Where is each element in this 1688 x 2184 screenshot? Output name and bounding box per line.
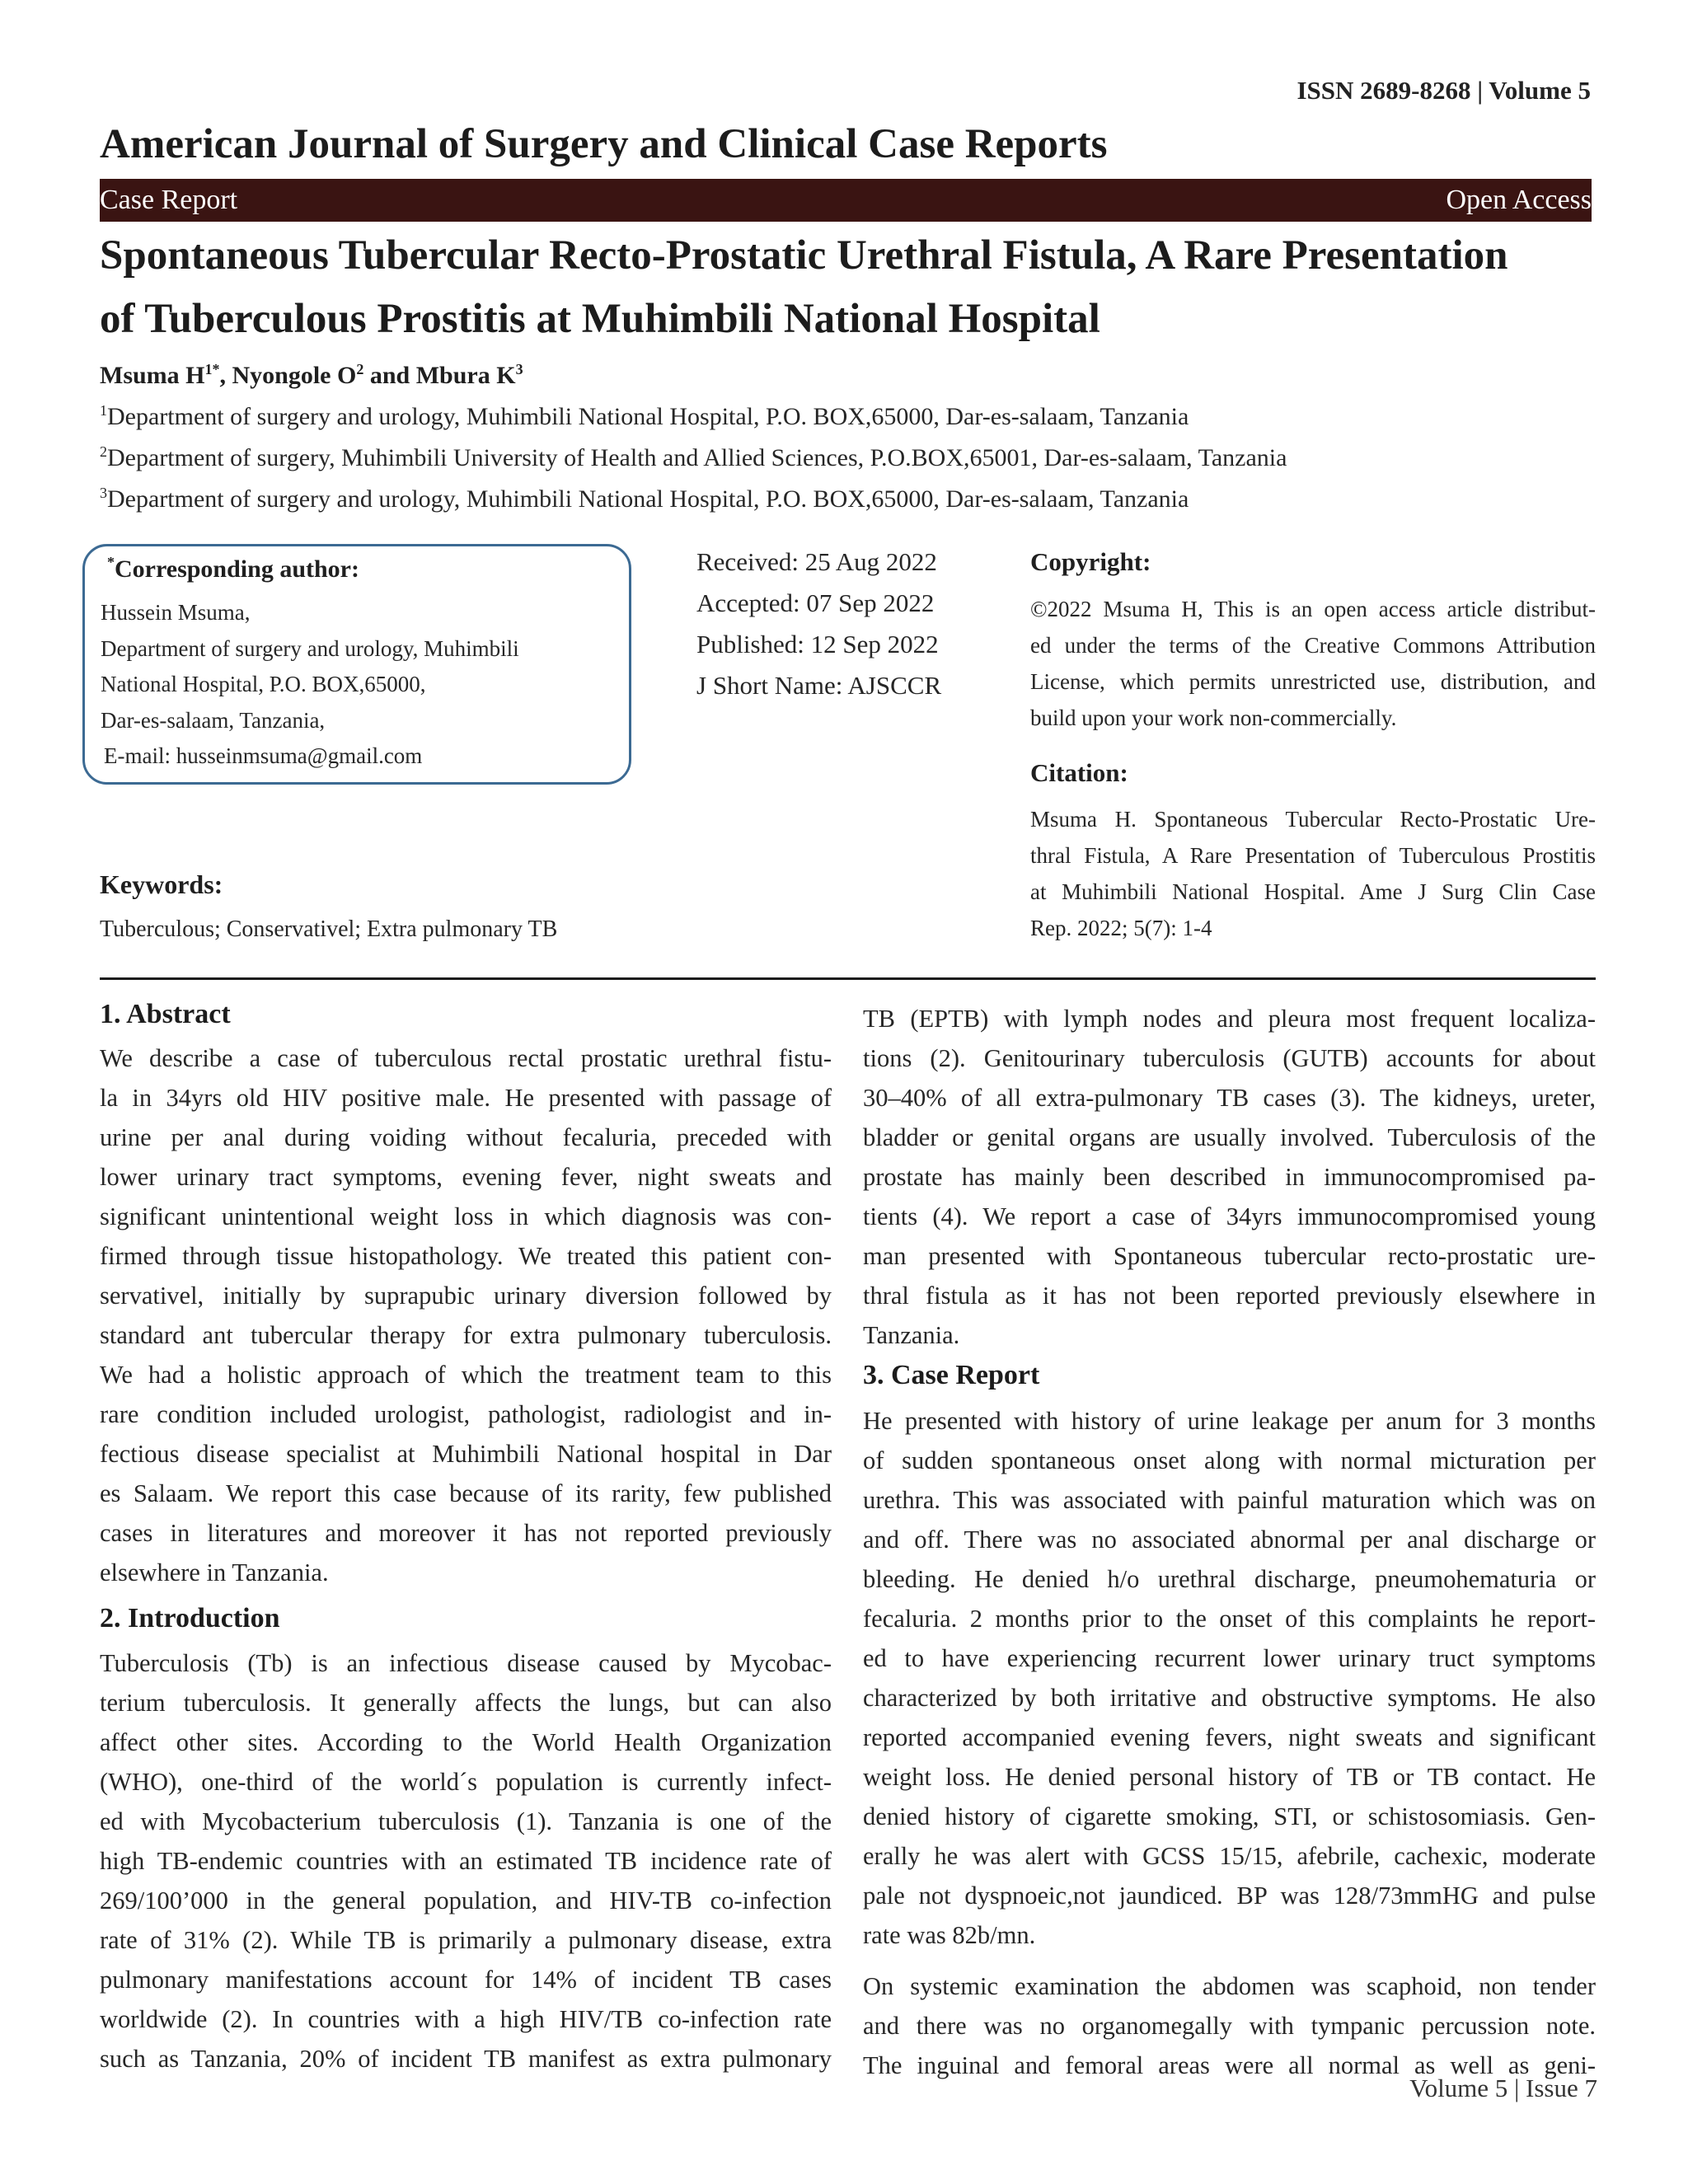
copyright-text: ©2022 Msuma H, This is an open access article distribut- ed under the terms of the Creative Commons Attribution License, which permits unrestricted use, distribution, and build upon your work non-commercially.: [1030, 597, 1596, 730]
keywords-text: Tuberculous; Conservativel; Extra pulmonary TB: [100, 916, 558, 942]
affiliation-3: $^3$Department of surgery and urology, Muhimbili National Hospital, P.O. BOX,65000, Dar-es-salaam, Tanzania: [100, 485, 1189, 513]
case-report-heading: 3. Case Report: [863, 1360, 1040, 1390]
abstract-heading: 1. Abstract: [100, 999, 231, 1029]
citation-text: Msuma H. Spontaneous Tubercular Recto-Prostatic Ure- thral Fistula, A Rare Presentation of Tuberculous Prostitis at Muhimbili National Hospital. Ame J Surg Clin Case Rep. 2022; 5(7): 1-4: [1030, 807, 1596, 940]
received-date: Received: 25 Aug 2022: [696, 547, 937, 576]
affiliation-1: $^1$Department of surgery and urology, Muhimbili National Hospital, P.O. BOX,65000, Dar-es-salaam, Tanzania: [100, 402, 1189, 430]
article-title: Spontaneous Tubercular Recto-Prostatic Urethral Fistula, A Rare Presentation of Tuberculous Prostitis at Muhimbili National Hospital: [100, 232, 1508, 342]
case-report-body: He presented with history of urine leakage per anum for 3 months of sudden spontaneous onset along with normal micturation per urethra. This was associated with painful maturation which was on and off. There was no associated abnormal per anal discharge or bleeding. He denied h/o urethral discharge, pneumohematuria or fecaluria. 2 months prior to the onset of this complaints he report- ed to have experiencing recurrent lower urinary truct symptoms characterized by both irritative and obstructive symptoms. He also reported accompanied evening fevers, night sweats and significant weight loss. He denied personal history of TB or TB contact. He denied history of cigarette smoking, STI, or schistosomiasis. Gen- erally he was alert with GCSS 15/15, afebrile, cachexic, moderate pale not dyspnoeic,not jaundiced. BP was 128/73mmHG and pulse rate was 82b/mn.: [863, 1407, 1596, 1949]
corresponding-city: Dar-es-salaam, Tanzania,: [101, 708, 326, 733]
issn-volume: ISSN 2689-8268 | Volume 5: [1296, 76, 1591, 105]
corresponding-dept: Department of surgery and urology, Muhimbili: [101, 636, 519, 661]
examination-body: On systemic examination the abdomen was scaphoid, non tender and there was no organomegally with tympanic percussion note. The inguinal and femoral areas were all normal as well as geni-: [863, 1972, 1596, 2079]
copyright-heading: Copyright:: [1030, 547, 1151, 576]
author-list: Msuma $H^{1*}$, Nyongole $O^2$ and Mbura $K^3$: [100, 361, 523, 389]
introduction-heading: 2. Introduction: [100, 1603, 280, 1633]
article-type-banner: [100, 179, 1592, 222]
journal-short-name: J Short Name: AJSCCR: [696, 671, 942, 700]
corresponding-author-heading: *Corresponding author:: [107, 554, 359, 583]
accepted-date: Accepted: 07 Sep 2022: [696, 588, 935, 617]
section-divider: [100, 977, 1596, 980]
page-footer: Volume 5 | Issue 7: [1409, 2074, 1597, 2102]
corresponding-email: E-mail: husseinmsuma@gmail.com: [104, 743, 423, 768]
corresponding-name: Hussein Msuma,: [101, 600, 251, 625]
introduction-continued: TB (EPTB) with lymph nodes and pleura most frequent localiza- tions (2). Genitourinary tuberculosis (GUTB) accounts for about 30–40% of all extra-pulmonary TB cases (3). The kidneys, ureter, bladder or genital organs are usually involved. Tuberculosis of the prostate has mainly been described in immunocompromised pa- tients (4). We report a case of 34yrs immunocompromised young man presented with Spontaneous tubercular recto-prostatic ure- thral fistula as it has not been reported previously elsewhere in Tanzania.: [863, 1005, 1596, 1349]
citation-heading: Citation:: [1030, 758, 1128, 787]
published-date: Published: 12 Sep 2022: [696, 630, 939, 658]
corresponding-hospital: National Hospital, P.O. BOX,65000,: [101, 672, 426, 696]
open-access-label: Open Access: [1446, 185, 1592, 215]
affiliation-2: $^2$Department of surgery, Muhimbili University of Health and Allied Sciences, P.O.BOX,65001, Dar-es-salaam, Tanzania: [100, 443, 1287, 471]
article-type: Case Report: [100, 185, 238, 215]
journal-title: American Journal of Surgery and Clinical Case Reports: [100, 121, 1108, 167]
introduction-body: Tuberculosis (Tb) is an infectious disease caused by Mycobac- terium tuberculosis. It generally affects the lungs, but can also affect other sites. According to the World Health Organization (WHO), one-third of the world´s population is currently infect- ed with Mycobacterium tuberculosis (1). Tanzania is one of the high TB-endemic countries with an estimated TB incidence rate of 269/100’000 in the general population, and HIV-TB co-infection rate of 31% (2). While TB is primarily a pulmonary disease, extra pulmonary manifestations account for 14% of incident TB cases worldwide (2). In countries with a high HIV/TB co-infection rate such as Tanzania, 20% of incident TB manifest as extra pulmonary: [100, 1649, 832, 2073]
abstract-body: We describe a case of tuberculous rectal prostatic urethral fistu- la in 34yrs old HIV positive male. He presented with passage of urine per anal during voiding without fecaluria, preceded with lower urinary tract symptoms, evening fever, night sweats and significant unintentional weight loss in which diagnosis was con- firmed through tissue histopathology. We treated this patient con- servativel, initially by suprapubic urinary diversion followed by standard ant tubercular therapy for extra pulmonary tuberculosis. We had a holistic approach of which the treatment team to this rare condition included urologist, pathologist, radiologist and in- fectious disease specialist at Muhimbili National hospital in Dar es Salaam. We report this case because of its rarity, few published cases in literatures and moreover it has not reported previously elsewhere in Tanzania.: [100, 1044, 832, 1586]
keywords-heading: Keywords:: [100, 869, 223, 899]
